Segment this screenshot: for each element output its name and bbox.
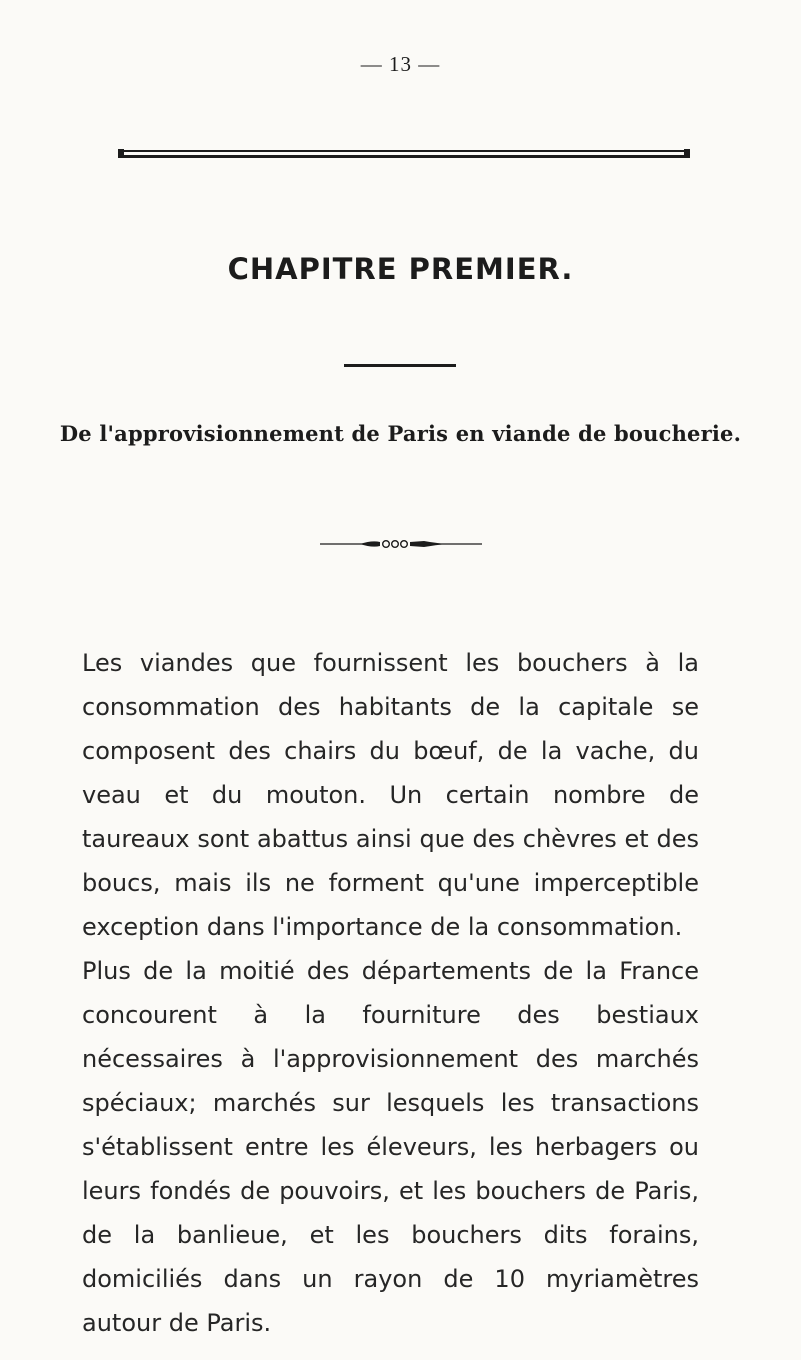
paragraph-2: Plus de la moitié des départements de la France concourent à la fourniture des bestiaux nécessaires à l'approvisionnement des marchés spéciaux; marchés sur lesquels les transactions s'établissent entre les éleveurs, les herbagers ou leurs fondés de pouvoirs, et les bouchers de Paris, de la banlieue, et les bouchers dits forains, domiciliés dans un rayon de 10 myriamètres autour de Paris. (82, 957, 699, 1337)
ornament-divider (320, 538, 482, 550)
header-rule (118, 148, 690, 160)
page-number: — 13 — (360, 52, 441, 76)
paragraph-1: Les viandes que fournissent les bouchers à la consommation des habitants de la capitale se composent des chairs du bœuf, de la vache, du veau et du mouton. Un certain nombre de taureaux sont abattus ainsi que des chèvres et des boucs, mais ils ne forment qu'une imperceptible exception dans l'importance de la consommation. (82, 649, 699, 941)
section-title: De l'approvisionnement de Paris en viande de boucherie. (59, 421, 742, 446)
title-rule (344, 364, 456, 367)
body-text (82, 641, 699, 1345)
chapter-title: CHAPITRE PREMIER. (227, 252, 574, 286)
